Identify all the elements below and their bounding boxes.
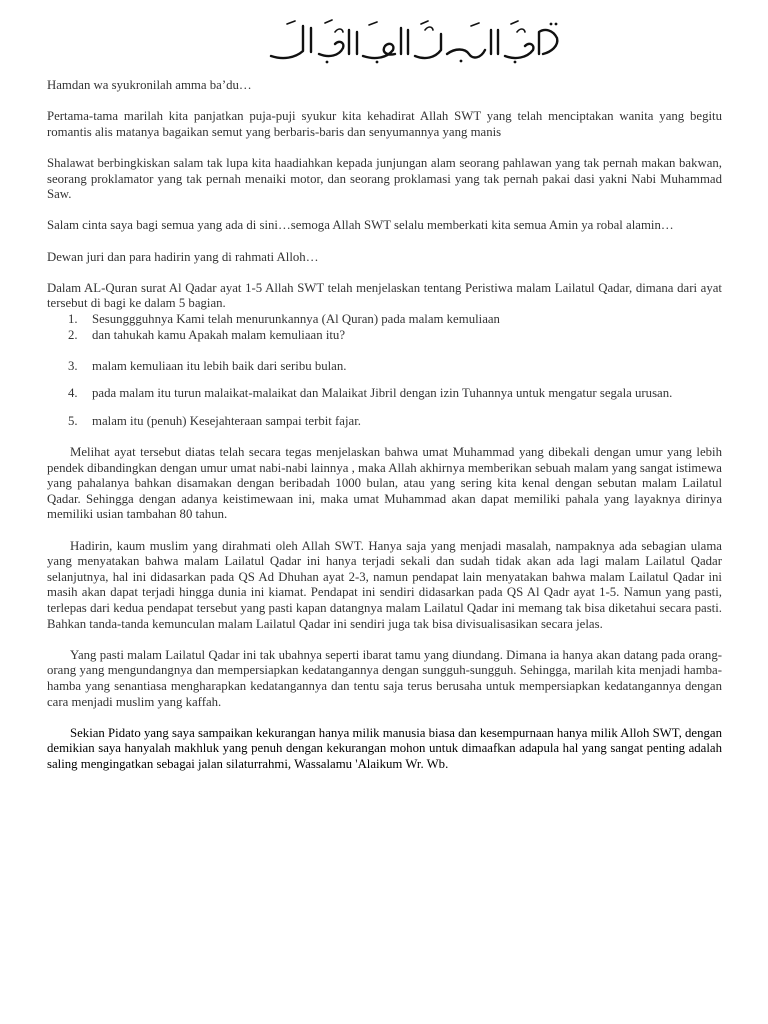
salam-calligraphy (107, 18, 722, 64)
verse-list (47, 312, 722, 430)
list-item-number: 2. (68, 327, 78, 342)
opening-line: Hamdan wa syukronilah amma ba’du… (47, 78, 252, 92)
body-paragraph-1: Melihat ayat tersebut diatas telah secara tegas menjelaskan bahwa umat Muhammad yang dibekali dengan umur yang lebih pendek dibandingkan dengan umur umat nabi-nabi lainnya , maka Allah akhirnya memberikan sebuah malam yang sangat istimewa yang pahalanya bahkan disamakan dengan beribadah 1000 bulan, atau yang sering kita kenal dengan sebutan malam Lailatul Qadar. Sehingga dengan adanya keistimewaan ini, maka umat Muhammad akan dapat memiliki pahala yang layaknya dirinya memiliki usian tambahan 80 tahun. (47, 445, 722, 522)
list-item (47, 312, 722, 328)
list-item (47, 359, 722, 375)
list-item-number: 1. (68, 311, 78, 326)
list-item-text: malam kemuliaan itu lebih baik dari seribu bulan. (92, 358, 347, 373)
list-item-text: Sesunggguhnya Kami telah menurunkannya (Al Quran) pada malam kemuliaan (92, 311, 500, 326)
shalawat-paragraph: Shalawat berbingkiskan salam tak lupa kita haadiahkan kepada junjungan alam seorang pahlawan yang tak pernah makan bakwan, seorang proklamator yang tak pernah menaiki motor, dan seorang proklamasi yang tak pernah pakai dasi yakni Nabi Muhammad Saw. (47, 155, 722, 202)
body-paragraph-2: Hadirin, kaum muslim yang dirahmati oleh Allah SWT. Hanya saja yang menjadi masalah, nampaknya ada sebagian ulama yang menyatakan bahwa malam Lailatul Qadar ini hanya terjadi sekali dan sudah tidak akan ada lagi malam Lailatul Qadar selanjutnya, hal ini didasarkan pada QS Ad Dhuhan ayat 2-3, namun pendapat lain menyatakan bahwa malam Lailatul Qadar ini masih akan dapat terjadi hingga dunia ini kiamat. Pendapat ini sendiri didasarkan pada QS Al Qadr ayat 1-5. Namun yang pasti, terlepas dari kedua pendapat tersebut yang pasti kapan datangnya malam Lailatul Qadar ini memang tak bisa diketahui secara pasti. Bahkan tanda-tanda kemunculan malam Lailatul Qadar ini sendiri juga tak bisa divisualisasikan secara jelas. (47, 538, 722, 631)
quran-intro-paragraph: Dalam AL-Quran surat Al Qadar ayat 1-5 Allah SWT telah menjelaskan tentang Peristiwa malam Lailatul Qadar, dimana dari ayat tersebut di bagi ke dalam 5 bagian. (47, 280, 722, 311)
closing-paragraph: Sekian Pidato yang saya sampaikan kekurangan hanya milik manusia biasa dan kesempurnaan hanya milik Alloh SWT, dengan demikian saya hanyalah makhluk yang penuh dengan kekurangan mohon untuk dimaafkan adapula hal yang sangat penting adalah saling mengingatkan sebagai jalan silaturrahmi, Wassalamu 'Alaikum Wr. Wb. (47, 725, 722, 771)
document-page (47, 18, 722, 788)
list-item (47, 414, 722, 430)
list-item-number: 4. (68, 386, 78, 401)
list-item-text: dan tahukah kamu Apakah malam kemuliaan itu? (92, 327, 346, 342)
list-item (47, 328, 722, 344)
list-item (47, 386, 722, 402)
list-item-text: pada malam itu turun malaikat-malaikat dan Malaikat Jibril dengan izin Tuhannya untuk mengatur segala urusan. (92, 386, 673, 401)
salam-calligraphy-image (265, 18, 565, 64)
list-item-text: malam itu (penuh) Kesejahteraan sampai terbit fajar. (92, 413, 361, 428)
body-paragraph-3: Yang pasti malam Lailatul Qadar ini tak ubahnya seperti ibarat tamu yang diundang. Dimana ia hanya akan datang pada orang-orang yang mengundangnya dan mempersiapkan kedatangannya dengan sungguh-sungguh. Sehingga, marilah kita menjadi hamba-hamba yang senantiasa mengharapkan kedatangannya dan tentu saja terus berusaha untuk mempersiapkan kedatangannya dengan cara menjadi muslim yang kaffah. (47, 647, 722, 709)
greeting-paragraph: Salam cinta saya bagi semua yang ada di sini…semoga Allah SWT selalu memberkati kita semua Amin ya robal alamin… (47, 218, 674, 233)
address-paragraph: Dewan juri dan para hadirin yang di rahmati Alloh… (47, 249, 319, 264)
list-item-number: 5. (68, 413, 78, 428)
praise-paragraph: Pertama-tama marilah kita panjatkan puja-puji syukur kita kehadirat Allah SWT yang telah menciptakan wanita yang begitu romantis alis matanya bagaikan semut yang berbaris-baris dan senyumannya yang manis (47, 109, 722, 139)
list-item-number: 3. (68, 358, 78, 373)
